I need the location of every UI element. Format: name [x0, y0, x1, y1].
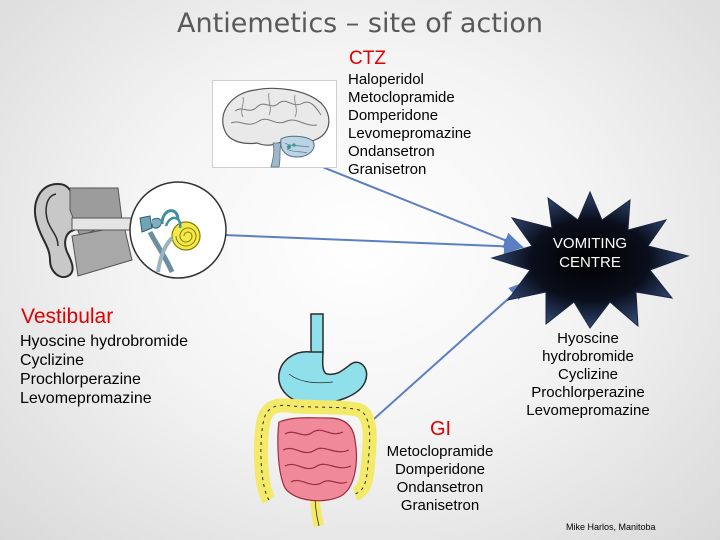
brain-icon: [213, 81, 336, 167]
arrow-vestibular-to-vc: [198, 234, 522, 247]
gi-heading: GI: [430, 418, 452, 440]
vc-drug: hydrobromide: [542, 348, 634, 365]
vomiting-centre-label: [510, 234, 670, 272]
ctz-drug: Metoclopramide: [348, 89, 455, 106]
ctz-drug: Domperidone: [348, 107, 439, 124]
gi-drug: Domperidone: [394, 461, 486, 478]
gi-drug: Granisetron: [400, 497, 480, 514]
vomiting-centre-label-line1: VOMITING: [552, 235, 628, 252]
gi-drug-list: [378, 443, 502, 515]
slide-title: Antiemetics – site of action: [177, 8, 543, 39]
digestive-system-illustration: [255, 312, 373, 527]
credit-text: Mike Harlos, Manitoba: [566, 522, 656, 532]
vestibular-drug: Cyclizine: [20, 352, 85, 369]
inner-ear-illustration: [32, 180, 228, 282]
gi-drug: Ondansetron: [396, 479, 484, 496]
vc-drug: Levomepromazine: [526, 402, 650, 419]
vc-drug: Hyoscine: [557, 330, 619, 347]
ctz-drug: Granisetron: [348, 161, 427, 178]
vc-drug: Cyclizine: [557, 366, 618, 383]
ctz-drug: Levomepromazine: [348, 125, 472, 142]
ctz-drug: Haloperidol: [348, 71, 424, 88]
gut-icon: [255, 312, 373, 527]
brain-illustration: [212, 80, 337, 168]
gi-drug: Metoclopramide: [386, 443, 494, 460]
vestibular-drug-list: [20, 332, 188, 408]
vestibular-heading: Vestibular: [21, 305, 114, 328]
vomiting-centre-label-line2: CENTRE: [559, 254, 621, 271]
vc-drug: Prochlorperazine: [531, 384, 645, 401]
ctz-drug-list: [348, 71, 471, 179]
vomiting-centre-drug-list: [523, 330, 653, 420]
ear-icon: [32, 180, 228, 282]
vestibular-drug: Prochlorperazine: [20, 371, 141, 388]
vestibular-drug: Levomepromazine: [20, 390, 152, 407]
ctz-heading: CTZ: [349, 48, 386, 69]
ctz-drug: Ondansetron: [348, 143, 435, 160]
vestibular-drug: Hyoscine hydrobromide: [20, 333, 189, 350]
